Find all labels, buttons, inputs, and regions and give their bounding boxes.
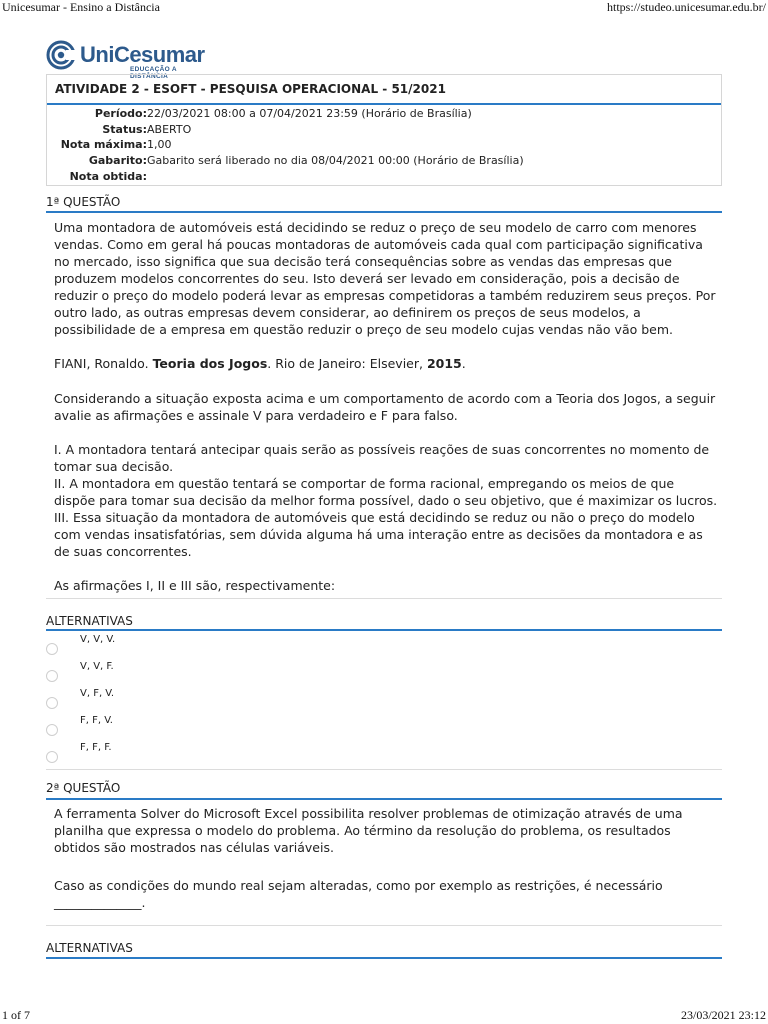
activity-title-divider [47,103,721,105]
alternative-option[interactable] [46,634,346,656]
alternatives-1-divider [46,629,722,631]
info-row-gabarito [55,154,524,167]
activity-title: ATIVIDADE 2 - ESOFT - PESQUISA OPERACIONAL - 51/2021 [55,82,446,96]
info-row-status [55,123,191,136]
alternatives-2-heading: ALTERNATIVAS [46,941,133,955]
question-1-context: Uma montadora de automóveis está decidindo se reduz o preço de seu modelo de carro com menores vendas. Como em geral há poucas montadoras de automóveis cada qual com participação significativa no mercado, isso significa que sua decisão terá consequências sobre as vendas das empresas que produzem modelos concorrentes do seu. Isto deverá ser levado em consideração, pois a decisão de reduzir o preço do modelo poderá levar as empresas competidoras a também reduzirem seus preços. Por outro lado, as outras empresas devem considerar, ao definirem os preços de seus modelos, a possibilidade de a empresa em questão reduzir o preço de seu modelo cujas vendas não vão bem. [54,220,716,337]
radio-button[interactable] [46,724,58,736]
question-2-divider [46,798,722,800]
alternative-option[interactable] [46,661,346,683]
alternative-option[interactable] [46,688,346,710]
unicesumar-logo-icon [46,40,76,70]
question-1-heading: 1ª QUESTÃO [46,195,121,209]
activity-info-box [46,74,722,186]
question-2-context: A ferramenta Solver do Microsoft Excel possibilita resolver problemas de otimização através de uma planilha que expressa o modelo do problema. Ao término da resolução do problema, os resultados obtidos são mostrados nas células variáveis. [54,806,683,855]
question-1-statement-ii: II. A montadora em questão tentará se comportar de forma racional, empregando os meios de que dispõe para tomar sua decisão da melhor forma possível, dado o seu objetivo, que é maximizar os lucros. [54,476,718,508]
question-2-bottom-rule [46,925,722,926]
question-1-prompt: As afirmações I, II e III são, respectivamente: [54,578,336,593]
info-label-nota-obtida: Nota obtida: [69,170,147,183]
question-1-statement-iii: III. Essa situação da montadora de automóveis que está decidindo se reduz ou não o preço do modelo com vendas insatisfatórias, sem dúvida alguma há uma interação entre as decisões da montadora e as de suas concorrentes. [54,510,703,559]
alternative-label: F, F, F. [80,742,112,753]
print-header-url: https://studeo.unicesumar.edu.br/ [607,0,766,14]
reference-end: . [461,356,466,371]
radio-button[interactable] [46,670,58,682]
radio-button[interactable] [46,643,58,655]
unicesumar-logo[interactable] [46,40,206,80]
alternatives-2-divider [46,957,722,959]
question-1-bottom-rule [46,598,722,599]
info-value-status: ABERTO [147,123,192,136]
question-1-statement-i: I. A montadora tentará antecipar quais serão as possíveis reações de suas concorrentes no momento de tomar sua decisão. [54,442,710,474]
info-label-gabarito: Gabarito: [88,154,147,167]
print-footer [0,1008,768,1024]
logo-subtitle: EDUCAÇÃO A DISTÂNCIA [130,66,177,80]
reference-publisher: . Rio de Janeiro: Elsevier, [267,356,427,371]
question-1-instruction: Considerando a situação exposta acima e um comportamento de acordo com a Teoria dos Jogos, a seguir avalie as afirmações e assinale V para verdadeiro e F para falso. [54,391,716,423]
info-value-gabarito: Gabarito será liberado no dia 08/04/2021 00:00 (Horário de Brasília) [147,154,524,167]
alternative-option[interactable] [46,715,346,737]
info-label-nota-maxima: Nota máxima: [60,138,147,151]
radio-button[interactable] [46,751,58,763]
print-header-title: Unicesumar - Ensino a Distância [2,0,160,14]
print-footer-datetime: 23/03/2021 23:12 [680,1008,766,1022]
radio-button[interactable] [46,697,58,709]
print-footer-page: 1 of 7 [2,1008,30,1022]
reference-year: 2015 [426,356,462,371]
info-row-periodo [55,107,472,120]
info-row-nota-maxima [55,138,172,151]
question-2-blank: ______________. [54,895,146,910]
info-value-periodo: 22/03/2021 08:00 a 07/04/2021 23:59 (Horário de Brasília) [147,107,472,120]
info-row-nota-obtida [55,170,147,183]
alternative-option[interactable] [46,742,346,764]
question-1-divider [46,211,722,213]
info-value-nota-maxima: 1,00 [147,138,172,151]
alternative-label: F, F, V. [80,715,113,726]
reference-title: Teoria dos Jogos [152,356,268,371]
alternatives-1-bottom-rule [46,769,722,770]
question-1-reference [54,355,718,372]
alternative-label: V, F, V. [80,688,115,699]
question-2-prompt [54,877,718,911]
info-label-status: Status: [102,123,147,136]
logo-brand-text: UniCesumar [80,42,205,67]
alternatives-1-heading: ALTERNATIVAS [46,614,133,628]
info-label-periodo: Período: [94,107,147,120]
question-2-heading: 2ª QUESTÃO [46,781,121,795]
question-2-prompt-text: Caso as condições do mundo real sejam alteradas, como por exemplo as restrições, é necessário [54,878,663,893]
alternative-label: V, V, V. [80,634,116,645]
reference-author: FIANI, Ronaldo. [54,356,153,371]
print-header [0,0,768,16]
alternative-label: V, V, F. [80,661,114,672]
